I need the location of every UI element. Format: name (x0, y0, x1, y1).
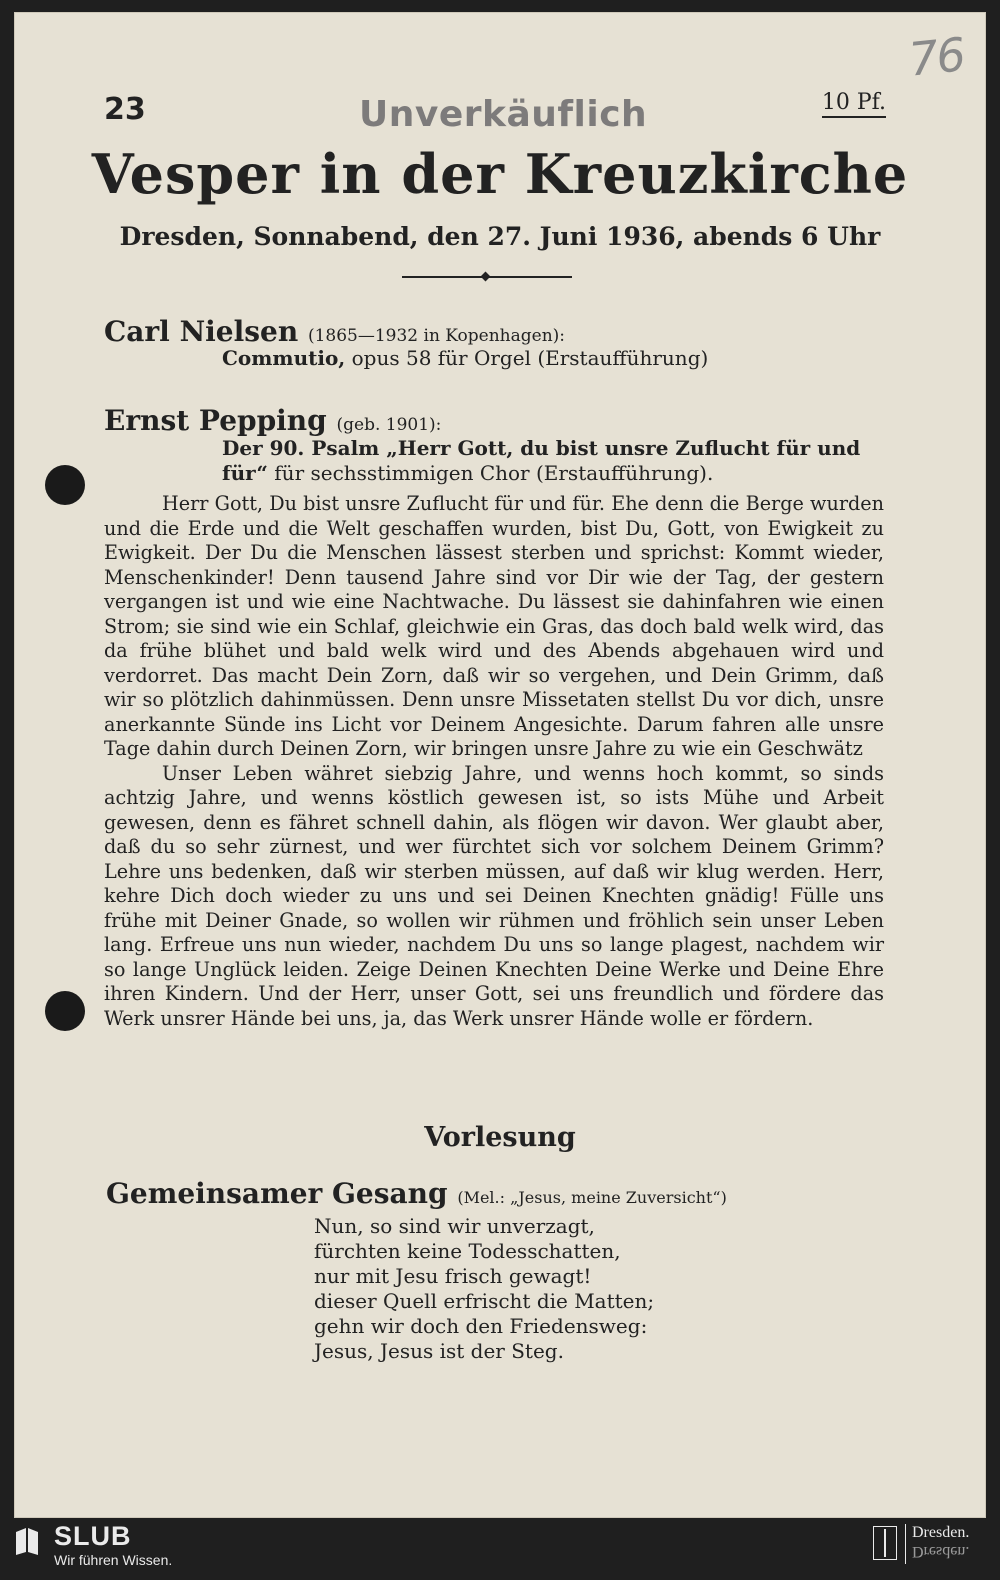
psalm-text (104, 492, 884, 1031)
page-title: Vesper in der Kreuzkirche (91, 142, 909, 206)
event-date-line: Dresden, Sonnabend, den 27. Juni 1936, abends 6 Uhr (119, 222, 881, 251)
work-entry (222, 436, 882, 486)
composer-name: Ernst Pepping (geb. 1901): (104, 404, 442, 437)
hymn-verse (314, 1214, 654, 1364)
hymn-line: Nun, so sind wir unverzagt, (314, 1214, 595, 1238)
price-label: 10 Pf. (822, 90, 886, 118)
hymn-heading: Gemeinsamer Gesang (Mel.: „Jesus, meine Zuversicht“) (106, 1177, 727, 1210)
composer-name: Carl Nielsen (1865—1932 in Kopenhagen): (104, 315, 565, 348)
work-detail: opus 58 für Orgel (Erstaufführung) (351, 346, 709, 370)
psalm-paragraph: Herr Gott, Du bist unsre Zuflucht für und für. Ehe denn die Berge wurden und die Erde und die Welt geschaffen wurden, bist Du, Gott, von Ewigkeit zu Ewigkeit. Der Du die Menschen lässest sterben und sprichst: Kommt wieder, Menschenkinder! Denn tausend Jahre sind vor Dir wie der Tag, der gestern vergangen ist und wie eine Nachtwache. Du lässest sie dahinfahren wie einen Strom; sie sind wie ein Schlaf, gleichwie ein Gras, das doch bald welk wird, das da frühe blühet und bald welk wird und des Abends abgehauen wird und verdorret. Das macht Dein Zorn, daß wir so vergehen, und Dein Grimm, daß wir so plötzlich dahinmüssen. Denn unsre Missetaten stellst Du vor dich, unsre anerkannte Sünde ins Licht vor Deinem Angesichte. Darum fahren alle unsre Tage dahin durch Deinen Zorn, wir bringen unsre Jahre zu wie ein Geschwätz (104, 492, 884, 760)
not-for-sale-stamp: Unverkäuflich (359, 94, 648, 135)
library-name[interactable]: SLUB (54, 1521, 132, 1551)
hymn-line: fürchten keine Todesschatten, (314, 1239, 621, 1263)
work-detail: für sechsstimmigen Chor (Erstaufführung). (274, 461, 714, 485)
book-icon (14, 1526, 40, 1556)
city-name[interactable]: Dresden. (912, 1524, 970, 1541)
divider-ornament (402, 272, 572, 282)
work-title: Der 90. Psalm „Herr Gott, du bist unsre Zuflucht für und für“ (222, 436, 861, 485)
city-crest-icon (873, 1526, 897, 1560)
library-tagline: Wir führen Wissen. (54, 1552, 173, 1568)
work-title: Commutio, (222, 346, 346, 370)
hymn-melody: (Mel.: „Jesus, meine Zuversicht“) (457, 1188, 727, 1207)
composer-dates: (geb. 1901): (336, 415, 442, 435)
program-sheet (14, 12, 986, 1518)
footer-divider (905, 1524, 906, 1564)
program-number: 23 (104, 92, 146, 127)
punch-hole (45, 991, 85, 1031)
hymn-line: gehn wir doch den Friedensweg: (314, 1314, 648, 1338)
hymn-line: Jesus, Jesus ist der Steg. (314, 1339, 564, 1363)
psalm-paragraph: Unser Leben währet siebzig Jahre, und wenns hoch kommt, so sinds achtzig Jahre, und wenns köstlich gewesen ist, so ists Mühe und Arbeit gewesen, denn es fähret schnell dahin, als flögen wir davon. Wer glaubt aber, daß du so sehr zürnest, und wer fürchtet sich vor solchem Deinem Grimm? Lehre uns bedenken, daß wir sterben müssen, auf daß wir klug werden. Herr, kehre Dich doch wieder zu uns und sei Deinen Knechten gnädig! Fülle uns frühe mit Deiner Gnade, so wollen wir rühmen und fröhlich sein unser Leben lang. Erfreue uns nun wieder, nachdem Du uns so lange plagest, nachdem wir so lange Unglück leiden. Zeige Deinen Knechten Deine Werke und Deine Ehre ihren Kindern. Und der Herr, unser Gott, sei uns freundlich und fördere das Werk unsrer Hände bei uns, ja, das Werk unsrer Hände wolle er fördern. (104, 761, 884, 1030)
pencil-annotation: 76 (906, 27, 967, 87)
reading-heading: Vorlesung (424, 1122, 576, 1153)
composer-dates: (1865—1932 in Kopenhagen): (307, 326, 565, 346)
punch-hole (45, 465, 85, 505)
hymn-line: nur mit Jesu frisch gewagt! (314, 1264, 592, 1288)
city-name-mirror: Dresden. (912, 1543, 970, 1560)
hymn-line: dieser Quell erfrischt die Matten; (314, 1289, 655, 1313)
work-entry (222, 346, 842, 371)
viewer-footer (0, 1518, 1000, 1580)
